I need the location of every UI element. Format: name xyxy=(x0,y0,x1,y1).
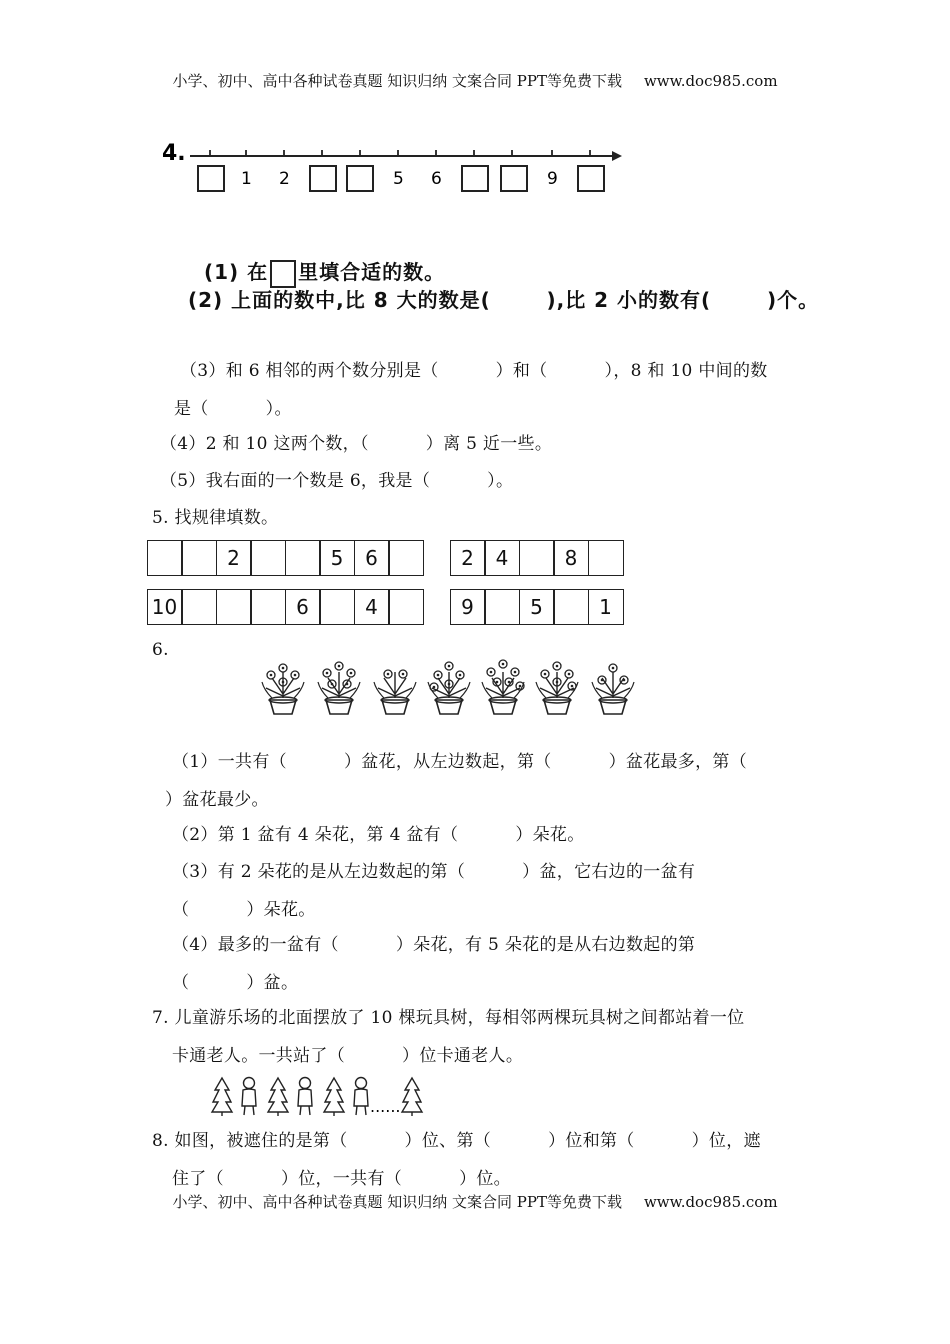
number-line-graphic xyxy=(160,138,630,198)
q8-line2: 住了（ ）位，一共有（ ）位。 xyxy=(172,1169,511,1189)
blank-box-8[interactable] xyxy=(501,166,527,191)
grid-cell[interactable] xyxy=(216,589,252,625)
header-url: www.doc985.com xyxy=(643,72,778,90)
footer-text: 小学、初中、高中各种试卷真题 知识归纳 文案合同 PPT等免费下载 xyxy=(172,1193,622,1211)
pattern-grid-4 xyxy=(451,589,624,625)
q4-part3-line1: （3）和 6 相邻的两个数分别是（ ）和（ ），8 和 10 中间的数 xyxy=(180,361,768,381)
grid-cell[interactable] xyxy=(285,540,321,576)
q6-line5: （ ）朵花。 xyxy=(172,900,316,920)
grid-cell[interactable]: 4 xyxy=(354,589,390,625)
header-text: 小学、初中、高中各种试卷真题 知识归纳 文案合同 PPT等免费下载 xyxy=(172,72,622,90)
pattern-grid-2 xyxy=(451,540,624,576)
tree-person-row-icon xyxy=(210,1076,440,1116)
q4-part4: （4）2 和 10 这两个数，（ ）离 5 近一些。 xyxy=(160,434,553,454)
blank-box-10[interactable] xyxy=(578,166,604,191)
grid-cell[interactable]: 9 xyxy=(450,589,486,625)
q4-part1-b: 里填合适的数。 xyxy=(298,260,446,284)
axis-label-6: 6 xyxy=(431,169,442,189)
grid-cell[interactable]: 5 xyxy=(319,540,355,576)
q8-line1: 8. 如图，被遮住的是第（ ）位、第（ ）位和第（ ）位，遮 xyxy=(152,1131,761,1151)
grid-cell[interactable] xyxy=(553,589,589,625)
grid-cell[interactable] xyxy=(319,589,355,625)
blank-box-7[interactable] xyxy=(462,166,488,191)
axis-label-1: 1 xyxy=(241,169,252,189)
blank-box-4[interactable] xyxy=(347,166,373,191)
q4-part5: （5）我右面的一个数是 6，我是（ ）。 xyxy=(160,471,514,491)
grid-cell[interactable] xyxy=(388,589,424,625)
grid-cell[interactable] xyxy=(250,589,286,625)
grid-cell[interactable]: 2 xyxy=(216,540,252,576)
flower-pots-icon xyxy=(258,652,648,716)
q6-line2: ）盆花最少。 xyxy=(165,790,269,810)
axis-label-2: 2 xyxy=(279,169,290,189)
q7-line1: 7. 儿童游乐场的北面摆放了 10 棵玩具树，每相邻两棵玩具树之间都站着一位 xyxy=(152,1008,745,1028)
q6-line3: （2）第 1 盆有 4 朵花，第 4 盆有（ ）朵花。 xyxy=(172,825,585,845)
q6-line4: （3）有 2 朵花的是从左边数起的第（ ）盆，它右边的一盆有 xyxy=(172,862,696,882)
q4-part2: (2) 上面的数中,比 8 大的数是( ),比 2 小的数有( )个。 xyxy=(188,288,820,312)
grid-cell[interactable]: 8 xyxy=(553,540,589,576)
grid-cell[interactable] xyxy=(388,540,424,576)
grid-cell[interactable]: 10 xyxy=(147,589,183,625)
grid-cell[interactable]: 1 xyxy=(588,589,624,625)
q6-label: 6. xyxy=(152,640,169,660)
grid-cell[interactable] xyxy=(484,589,520,625)
trees-and-people-illustration xyxy=(210,1076,440,1120)
q4-label: 4. xyxy=(162,141,186,166)
blank-box-0[interactable] xyxy=(198,166,224,191)
q6-line6: （4）最多的一盆有（ ）朵花，有 5 朵花的是从右边数起的第 xyxy=(172,935,696,955)
q4-part1 xyxy=(188,232,445,288)
grid-cell[interactable] xyxy=(588,540,624,576)
grid-cell[interactable]: 5 xyxy=(519,589,555,625)
blank-box-3[interactable] xyxy=(310,166,336,191)
grid-cell[interactable] xyxy=(519,540,555,576)
q5-title: 5. 找规律填数。 xyxy=(152,508,279,528)
page-header xyxy=(0,70,950,91)
q6-line7: （ ）盆。 xyxy=(172,973,299,993)
continuation-dots: ...... xyxy=(370,1097,401,1116)
pattern-grid-3 xyxy=(148,589,424,625)
grid-cell[interactable]: 6 xyxy=(354,540,390,576)
q4-part3-line2: 是（ ）。 xyxy=(174,399,292,419)
grid-cell[interactable] xyxy=(181,540,217,576)
grid-cell[interactable]: 4 xyxy=(484,540,520,576)
grid-cell[interactable] xyxy=(250,540,286,576)
footer-url: www.doc985.com xyxy=(643,1193,778,1211)
q4-part1-a: (1) 在 xyxy=(203,260,269,284)
grid-cell[interactable]: 6 xyxy=(285,589,321,625)
grid-cell[interactable] xyxy=(181,589,217,625)
grid-cell[interactable] xyxy=(147,540,183,576)
number-line xyxy=(160,138,630,202)
axis-label-5: 5 xyxy=(393,169,404,189)
q7-line2: 卡通老人。一共站了（ ）位卡通老人。 xyxy=(172,1046,524,1066)
axis-label-9: 9 xyxy=(547,169,558,189)
flower-pots-illustration xyxy=(258,652,648,720)
page-footer xyxy=(0,1191,950,1212)
grid-cell[interactable]: 2 xyxy=(450,540,486,576)
pattern-grid-1 xyxy=(148,540,424,576)
q6-line1: （1）一共有（ ）盆花，从左边数起，第（ ）盆花最多，第（ xyxy=(172,752,747,772)
